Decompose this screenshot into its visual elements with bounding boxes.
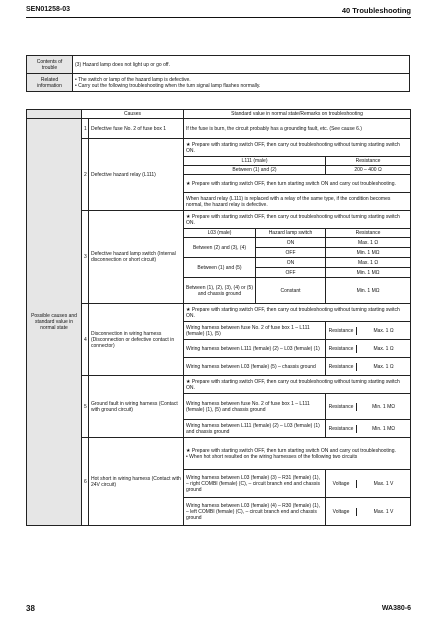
prep-bullet: • When hot short resulted on the wiring harnesses of the following two circuits: [186, 453, 358, 460]
cause-row: [27, 304, 411, 322]
model-code: WA380-6: [381, 605, 411, 612]
cause-number: 2: [82, 139, 89, 211]
relay-note: When hazard relay (L111) is replaced with a relay of the same type, if the condition becomes normal, the hazard relay is defective.: [184, 193, 411, 211]
related-info: [73, 74, 410, 92]
connector-header: L03 (male): [184, 229, 256, 238]
switch-state: OFF: [256, 248, 326, 258]
switch-state: ON: [256, 238, 326, 248]
resistance-value: Min. 1 MΩ: [326, 268, 411, 278]
cause-number: 6: [82, 438, 89, 526]
section-title: 40 Troubleshooting: [341, 6, 411, 15]
measure-value: Max. 1 Ω: [373, 363, 394, 370]
cause-number: 3: [82, 211, 89, 304]
prep-note: ★ Prepare with starting switch OFF, then carry out troubleshooting without turning starting switch ON.: [184, 304, 411, 322]
harness-desc: Wiring harness between fuse No. 2 of fuse box 1 – L111 (female) (1), (5): [184, 322, 326, 340]
related-item: • Carry out the following troubleshooting when the turn signal lamp flashes normally.: [75, 82, 261, 89]
page-number: 38: [26, 604, 35, 613]
measure-kind: Voltage: [326, 508, 357, 516]
possible-causes-label: Possible causes and standard value in normal state: [27, 119, 82, 526]
doc-code: SEN01258-03: [26, 6, 70, 13]
prep-note: [184, 438, 411, 470]
switch-state: Constant: [256, 278, 326, 304]
standard-header: Standard value in normal state/Remarks on troubleshooting: [184, 110, 411, 119]
resistance-value: Min. 1 MΩ: [326, 248, 411, 258]
table-header-row: [27, 110, 411, 119]
measure-kind: Resistance: [326, 363, 357, 371]
harness-desc: Wiring harness between L03 (female) (3) – R31 (female) (1), – right COMBI (female) (C), – circuit branch end and chassis ground: [184, 470, 326, 498]
measure-kind: Resistance: [326, 425, 357, 433]
related-label: Related information: [27, 74, 73, 92]
side-header-blank: [27, 110, 82, 119]
terminal-pair: Between (2) and (3), (4): [184, 238, 256, 258]
harness-check: [326, 420, 411, 438]
cause-text: Disconnection in wiring harness (Disconnection or defective contact in connector): [89, 304, 184, 376]
harness-check: [326, 394, 411, 420]
cause-remark: If the fuse is burn, the circuit probably has a grounding fault, etc. (See cause 6.): [184, 119, 411, 139]
prep-note: ★ Prepare with starting switch OFF, then carry out troubleshooting without turning starting switch ON.: [184, 376, 411, 394]
connector-header: L111 (male): [184, 157, 326, 166]
measure-value: Min. 1 MΩ: [372, 425, 395, 432]
measure-value: Max. 1 V: [373, 480, 394, 487]
cause-text: Defective hazard relay (L111): [89, 139, 184, 211]
switch-state: OFF: [256, 268, 326, 278]
harness-desc: Wiring harness between L03 (female) (5) – chassis ground: [184, 358, 326, 376]
cause-row: [27, 119, 411, 139]
cause-number: 1: [82, 119, 89, 139]
contents-value: (3) Hazard lamp does not light up or go off.: [73, 56, 410, 74]
cause-number: 5: [82, 376, 89, 438]
causes-table: [26, 109, 411, 526]
harness-desc: Wiring harness between L111 (female) (2) – L03 (female) (1) and chassis ground: [184, 420, 326, 438]
prep-note: ★ Prepare with starting switch OFF, then carry out troubleshooting without turning starting switch ON.: [184, 139, 411, 157]
cause-row: [27, 139, 411, 157]
prep-text: ★ Prepare with starting switch OFF, then turn starting switch ON and carry out troubleshooting.: [186, 447, 396, 454]
measure-value: Min. 1 MΩ: [372, 403, 395, 410]
harness-desc: Wiring harness between L03 (female) (4) – R30 (female) (1), – left COMBI (female) (C), – circuit branch end and chassis ground: [184, 498, 326, 526]
cause-row: [27, 376, 411, 394]
resistance-header: Resistance: [326, 157, 411, 166]
resistance-value: Max. 1 Ω: [326, 238, 411, 248]
measure-value: Max. 1 V: [373, 508, 394, 515]
cause-text: Hot short in wiring harness (Contact with 24V circuit): [89, 438, 184, 526]
cause-row: [27, 211, 411, 229]
related-item: • The switch or lamp of the hazard lamp is defective.: [75, 76, 191, 83]
measure-kind: Voltage: [326, 480, 357, 488]
header-rule: [26, 17, 411, 18]
cause-text: Ground fault in wiring harness (Contact with ground circuit): [89, 376, 184, 438]
switch-header: Hazard lamp switch: [256, 229, 326, 238]
harness-check: [326, 322, 411, 340]
cause-row: [27, 438, 411, 470]
terminal-pair: Between (1) and (5): [184, 258, 256, 278]
harness-check: [326, 470, 411, 498]
prep-note: ★ Prepare with starting switch OFF, then turn starting switch ON and carry out troubleshooting.: [184, 175, 411, 193]
page-footer: [26, 604, 411, 616]
cause-text: Defective fuse No. 2 of fuse box 1: [89, 119, 184, 139]
harness-check: [326, 358, 411, 376]
harness-desc: Wiring harness between L111 (female) (2) – L03 (female) (1): [184, 340, 326, 358]
cause-text: Defective hazard lamp switch (Internal disconnection or short circuit): [89, 211, 184, 304]
resistance-value: Max. 1 Ω: [326, 258, 411, 268]
harness-check: [326, 498, 411, 526]
terminal-pair: Between (1), (2), (3), (4) or (5) and chassis ground: [184, 278, 256, 304]
contents-label: Contents of trouble: [27, 56, 73, 74]
terminal-pair: Between (1) and (2): [184, 166, 326, 175]
measure-kind: Resistance: [326, 327, 357, 335]
trouble-info-table: [26, 55, 410, 92]
measure-kind: Resistance: [326, 403, 357, 411]
resistance-value: Min. 1 MΩ: [326, 278, 411, 304]
harness-check: [326, 340, 411, 358]
resistance-header: Resistance: [326, 229, 411, 238]
cause-number: 4: [82, 304, 89, 376]
measure-kind: Resistance: [326, 345, 357, 353]
prep-note: ★ Prepare with starting switch OFF, then carry out troubleshooting without turning starting switch ON.: [184, 211, 411, 229]
measure-value: Max. 1 Ω: [373, 345, 394, 352]
measure-value: Max. 1 Ω: [373, 327, 394, 334]
harness-desc: Wiring harness between fuse No. 2 of fuse box 1 – L111 (female) (1), (5) and chassis ground: [184, 394, 326, 420]
causes-header: Causes: [82, 110, 184, 119]
switch-state: ON: [256, 258, 326, 268]
resistance-value: 200 – 400 Ω: [326, 166, 411, 175]
